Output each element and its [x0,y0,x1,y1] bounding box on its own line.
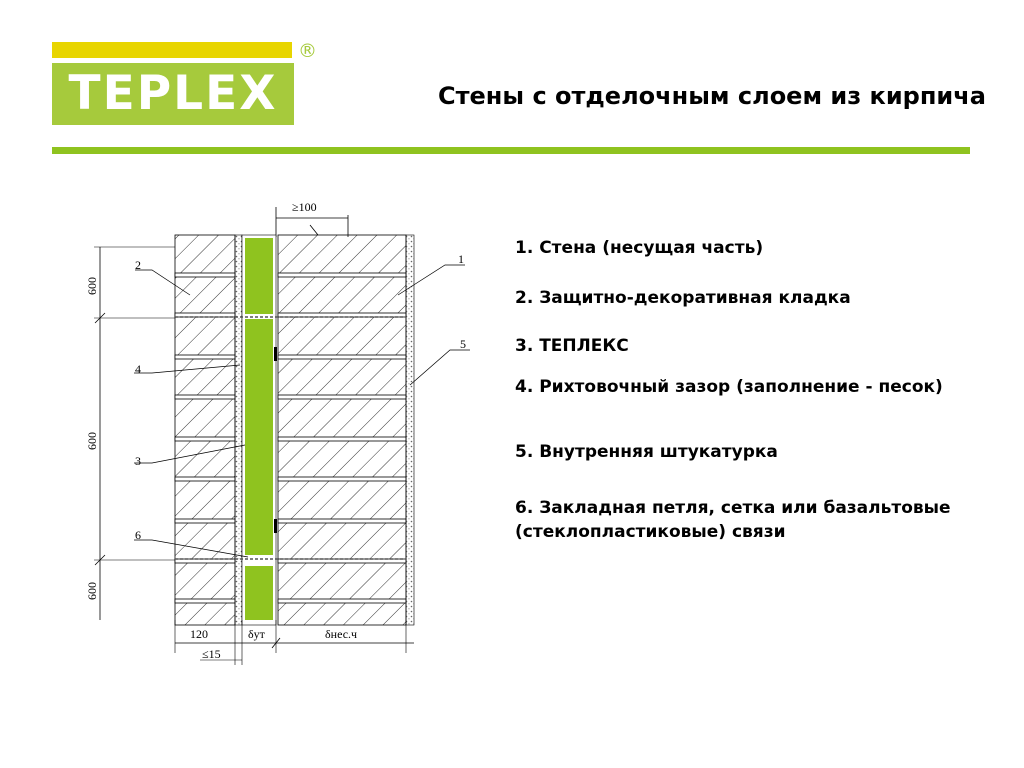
legend-item-1: 1. Стена (несущая часть) [515,238,764,258]
plaster-layer [406,235,414,625]
dim-bottom-wall: δнес.ч [325,627,358,641]
sand-gap-layer [235,235,242,625]
dim-left-1: 600 [85,277,99,295]
dim-left-3: 600 [85,582,99,600]
teplex-insulation-layer [242,235,277,625]
dim-left-2: 600 [85,432,99,450]
teplex-logo: TEPLEX [52,63,294,125]
callout-3: 3 [135,454,141,468]
header-divider [52,147,970,154]
dim-top: ≥100 [292,200,317,214]
dim-bottom-insulation: δут [248,627,265,641]
callout-2: 2 [135,258,141,272]
legend-item-2: 2. Защитно-декоративная кладка [515,288,851,308]
load-bearing-wall-layer [278,235,406,625]
page-title: Стены с отделочным слоем из кирпича [438,82,986,110]
legend-item-5: 5. Внутренняя штукатурка [515,442,778,462]
dim-bottom-brick: 120 [190,627,208,641]
wall-section-drawing [80,195,500,675]
callout-1: 1 [458,252,464,266]
callout-5: 5 [460,337,466,351]
left-dimension [85,247,175,620]
logo-yellow-bar [52,42,292,58]
legend-item-6: 6. Закладная петля, сетка или базальтовые (стеклопластиковые) связи [515,498,951,542]
legend-item-3: 3. ТЕПЛЕКС [515,336,629,356]
callout-6: 6 [135,528,141,542]
callout-4: 4 [135,362,141,376]
registered-mark: ® [298,40,317,62]
top-dimension [276,200,348,237]
dim-gap: ≤15 [202,647,221,661]
bottom-dimension [175,620,414,665]
facing-brick-layer [175,235,235,625]
legend-item-4: 4. Рихтовочный зазор (заполнение - песок) [515,377,943,397]
